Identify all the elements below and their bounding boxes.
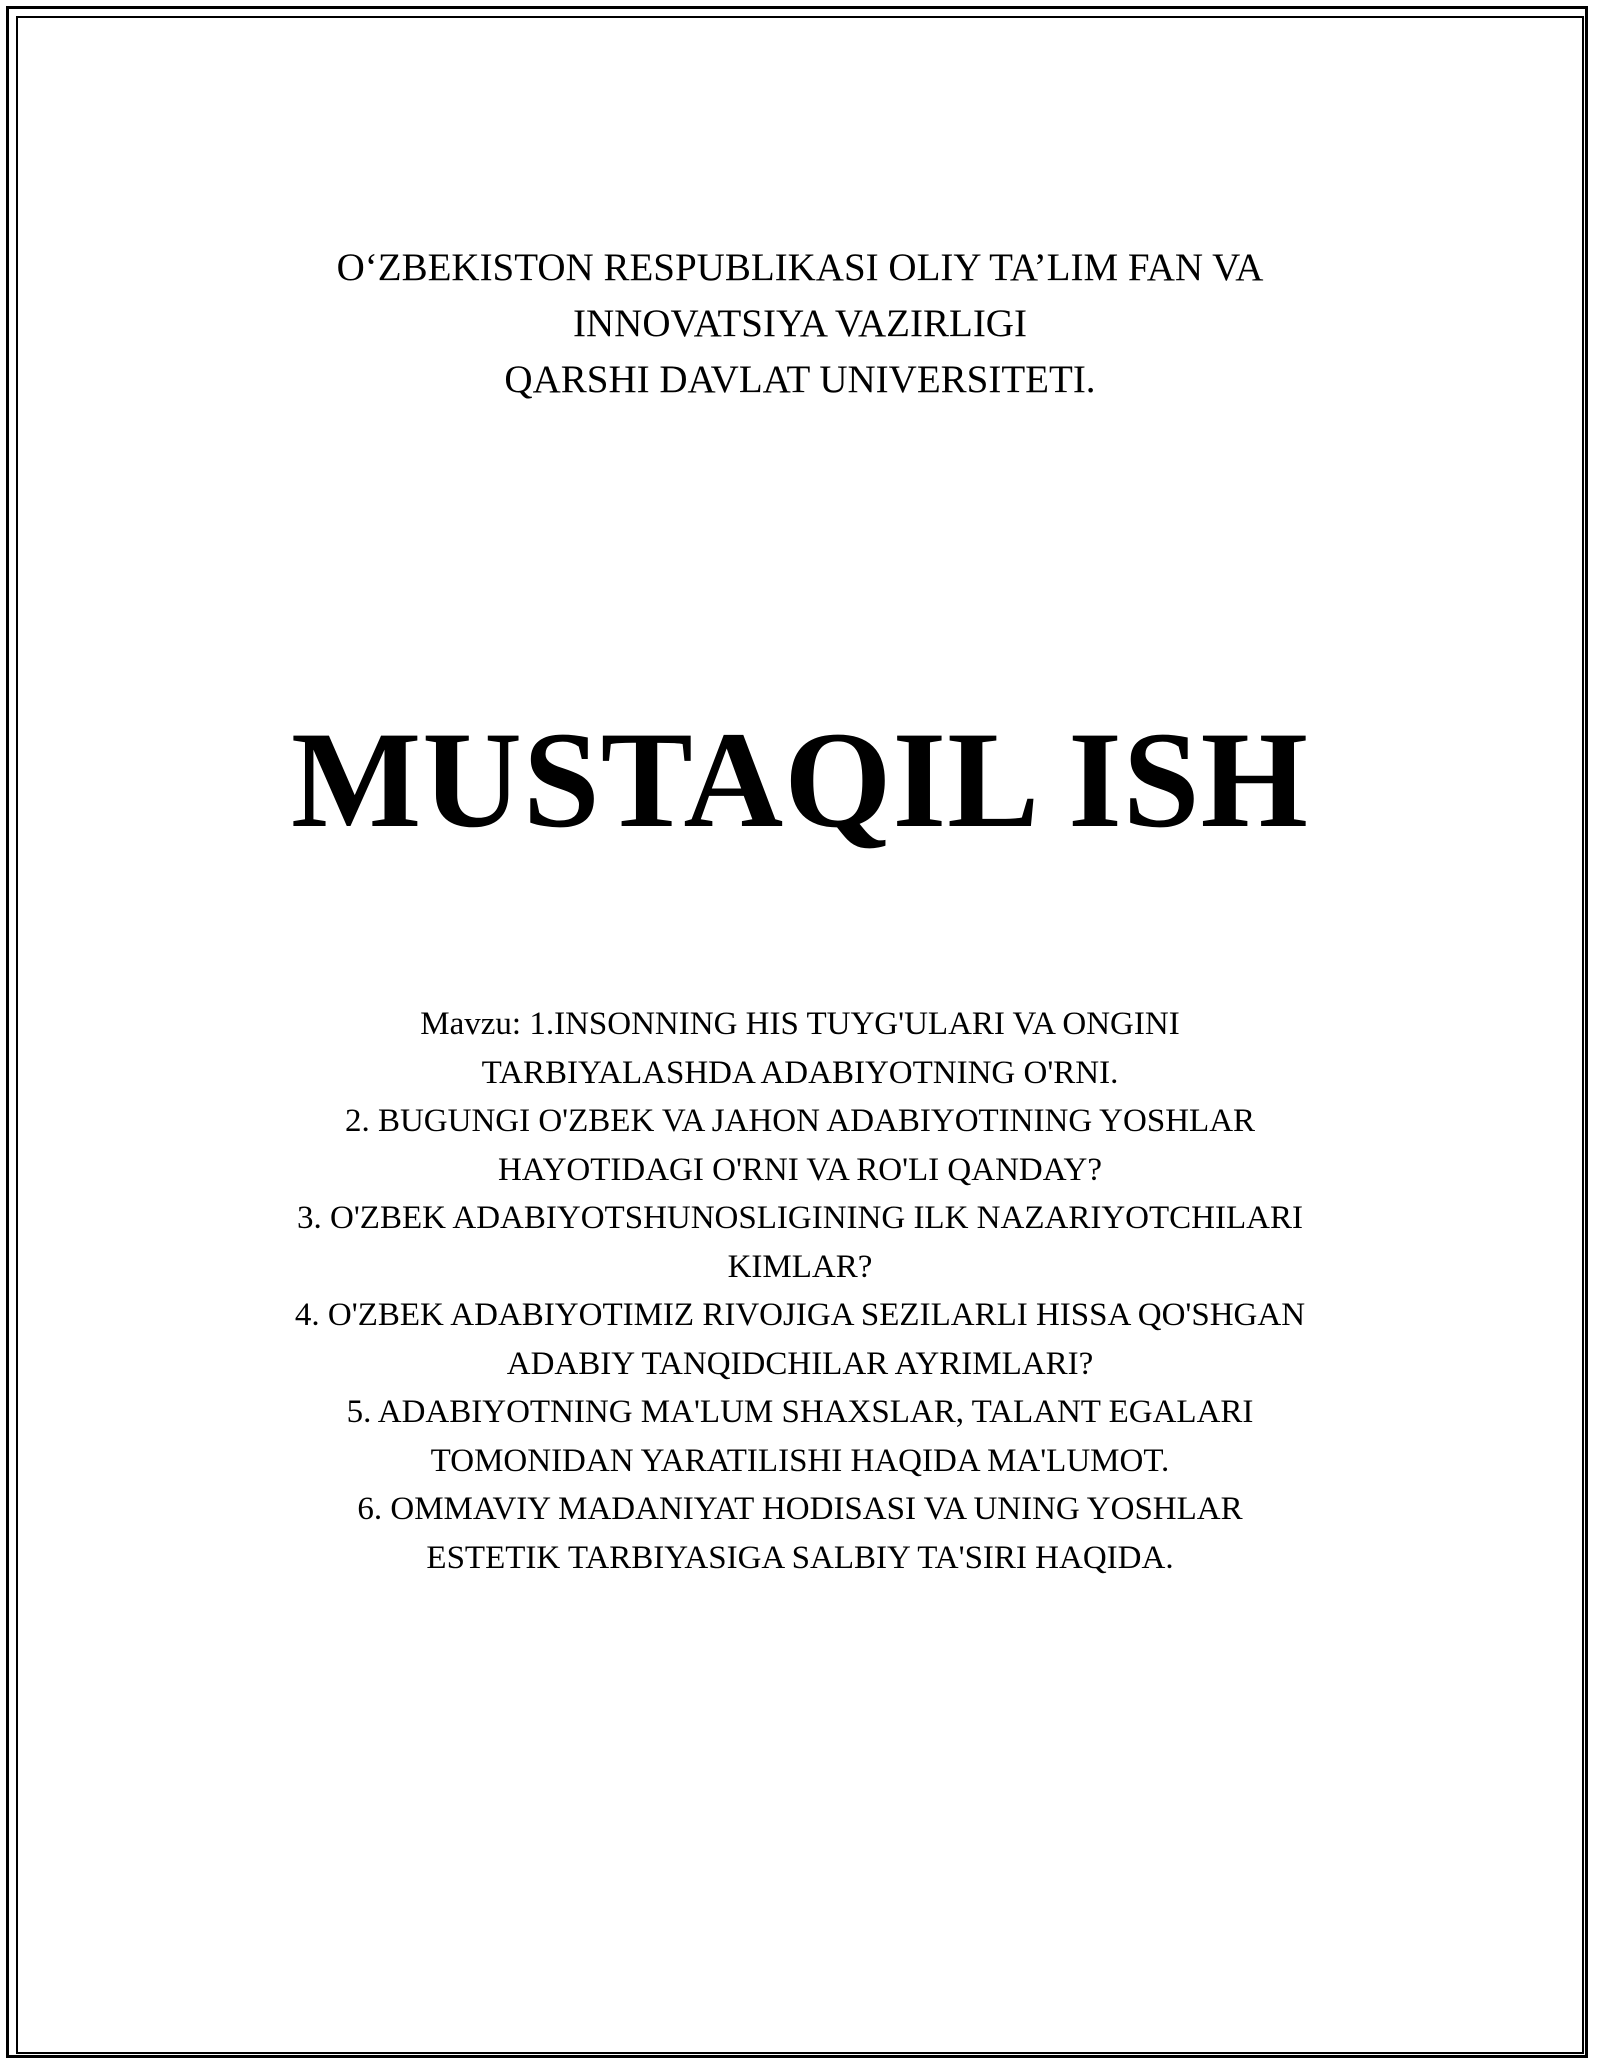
header-line-university: QARSHI DAVLAT UNIVERSITETI. <box>504 358 1096 401</box>
document-title: MUSTAQIL ISH <box>291 703 1309 856</box>
topic-line: 3. O'ZBEK ADABIYOTSHUNOSLIGINING ILK NAZARIYOTCHILARI <box>297 1200 1303 1236</box>
topics-list <box>0 1000 1600 1582</box>
institution-header <box>0 240 1600 408</box>
topic-line: 5. ADABIYOTNING MA'LUM SHAXSLAR, TALANT EGALARI <box>346 1394 1254 1430</box>
topic-line: HAYOTIDAGI O'RNI VA RO'LI QANDAY? <box>497 1151 1103 1188</box>
topic-line: TARBIYALASHDA ADABIYOTNING O'RNI. <box>481 1054 1119 1091</box>
topic-line: 2. BUGUNGI O'ZBEK VA JAHON ADABIYOTINING YOSHLAR <box>344 1103 1256 1139</box>
topic-line: KIMLAR? <box>727 1248 873 1285</box>
topic-line: ADABIY TANQIDCHILAR AYRIMLARI? <box>506 1345 1094 1382</box>
topic-line: Mavzu: 1.INSONNING HIS TUYG'ULARI VA ONGINI <box>420 1006 1180 1042</box>
topic-line: 6. OMMAVIY MADANIYAT HODISASI VA UNING YOSHLAR <box>357 1491 1243 1527</box>
topic-line: ESTETIK TARBIYASIGA SALBIY TA'SIRI HAQIDA. <box>426 1539 1174 1576</box>
topic-line: 4. O'ZBEK ADABIYOTIMIZ RIVOJIGA SEZILARLI HISSA QO'SHGAN <box>294 1297 1306 1333</box>
topic-line: TOMONIDAN YARATILISHI HAQIDA MA'LUMOT. <box>430 1442 1170 1479</box>
header-line-ministry: O‘ZBEKISTON RESPUBLIKASI OLIY TA’LIM FAN VA <box>336 246 1264 289</box>
header-line-ministry-cont: INNOVATSIYA VAZIRLIGI <box>573 302 1027 345</box>
